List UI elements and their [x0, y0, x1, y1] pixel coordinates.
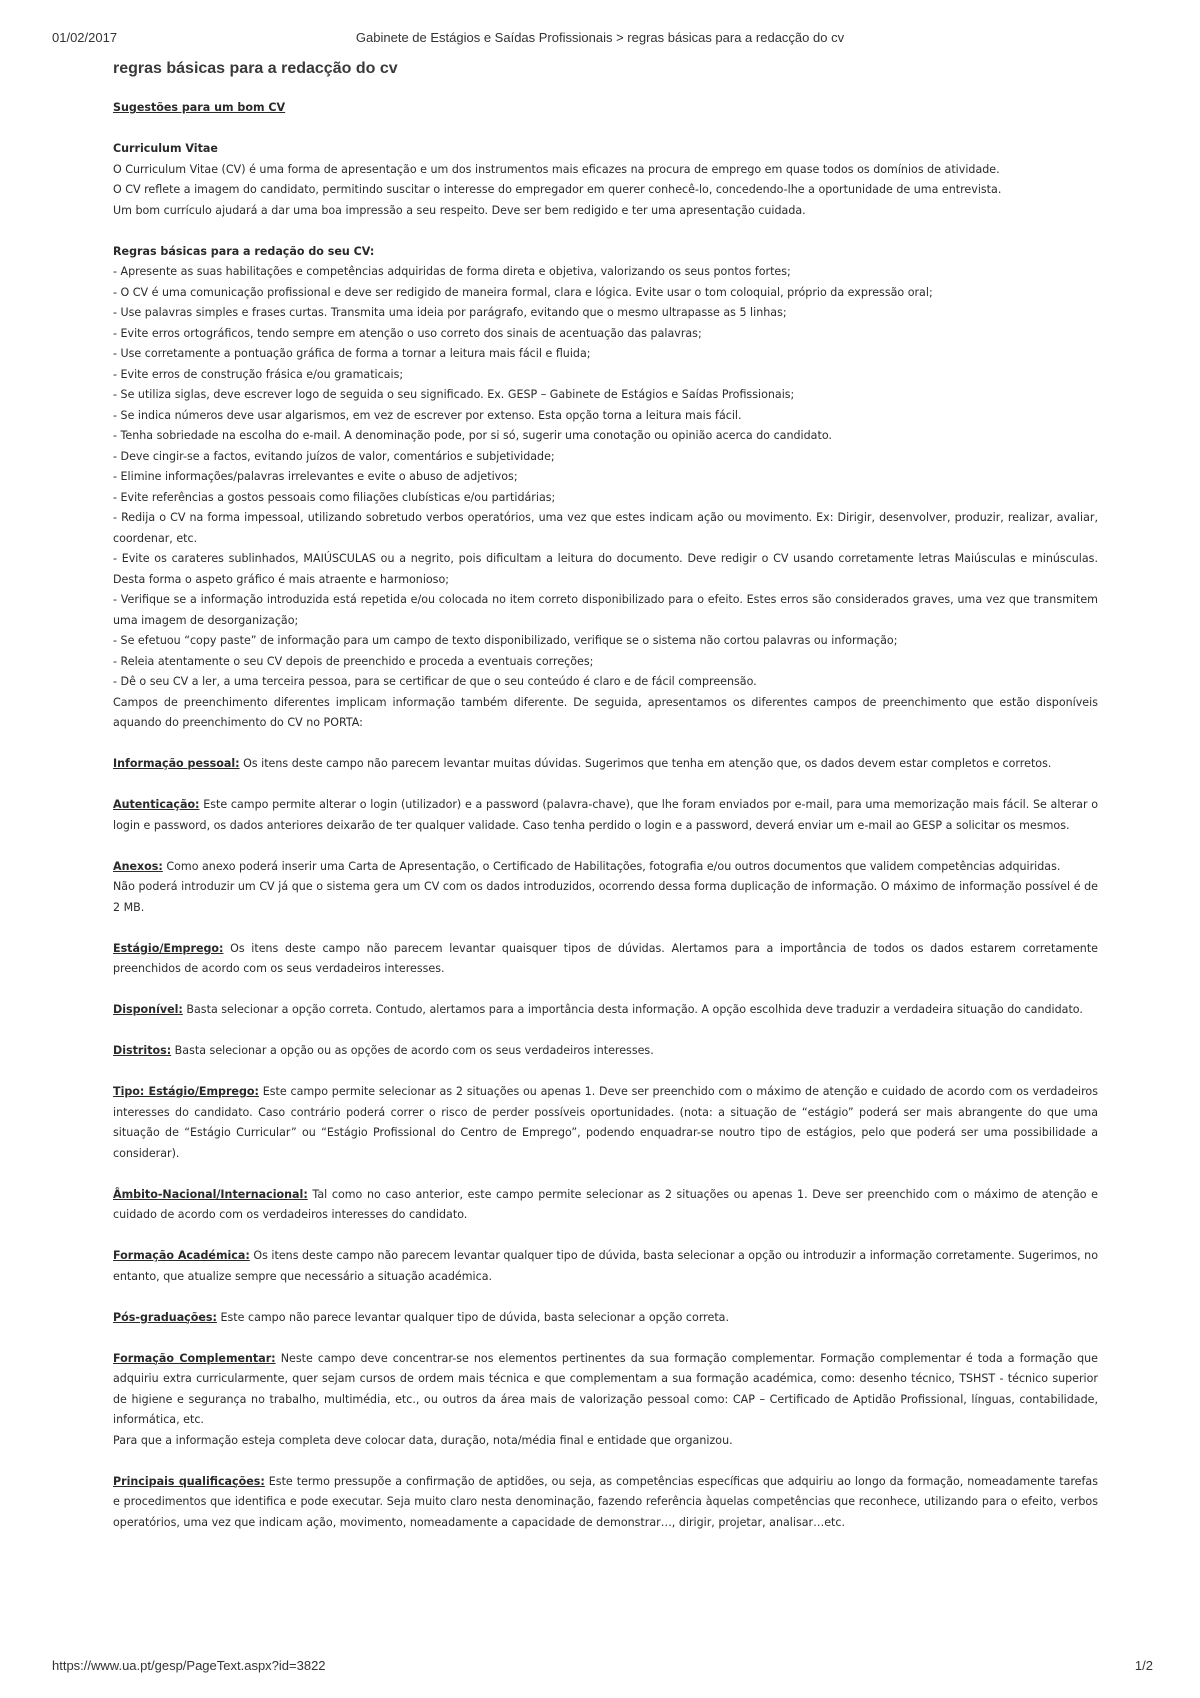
field-text: Basta selecionar a opção correta. Contudo, alertamos para a importância desta informação. A opção escolhida deve traduzir a verdadeira situação do candidato. — [182, 1003, 1083, 1016]
field-text: Como anexo poderá inserir uma Carta de Apresentação, o Certificado de Habilitações, fotografia e/ou outros documentos que validem competências adquiridas. — [162, 859, 1061, 873]
rule-item: - Se efetuou “copy paste” de informação para um campo de texto disponibilizado, verifique se o sistema não cortou palavras ou informação; — [113, 634, 898, 647]
field-label: Disponível: — [113, 1003, 183, 1016]
page-header-date: 01/02/2017 — [52, 30, 118, 45]
rule-item: - Se indica números deve usar algarismos, em vez de escrever por extenso. Esta opção torna a leitura mais fácil. — [113, 408, 742, 422]
field-label: Informação pessoal: — [113, 757, 240, 770]
cv-line: Um bom currículo ajudará a dar uma boa impressão a seu respeito. Deve ser bem redigido e ter uma apresentação cuidada. — [113, 203, 806, 217]
field-label: Âmbito-Nacional/Internacional: — [113, 1187, 308, 1201]
field-text: Este campo permite alterar o login (utilizador) e a password (palavra-chave), que lhe foram enviados por e-mail, para uma memorização mais fácil. Se alterar o login e password, os dados anteriores deixarão de ter qualquer validade. Caso tenha perdido o login e a password, deverá enviar um e-mail ao GESP a solicitar os mesmos. — [113, 798, 1098, 832]
field-label: Formação Académica: — [113, 1249, 250, 1262]
cv-heading: Curriculum Vitae — [113, 142, 218, 155]
field-paragraph — [113, 1349, 1098, 1452]
cv-line: O CV reflete a imagem do candidato, permitindo suscitar o interesse do empregador em querer conhecê-lo, concedendo-lhe a oportunidade de uma entrevista. — [113, 183, 1002, 196]
rules-section — [113, 242, 1098, 734]
field-paragraph — [113, 857, 1098, 919]
rule-item: - Evite referências a gostos pessoais como filiações clubísticas e/ou partidárias; — [113, 490, 556, 504]
footer-url: https://www.ua.pt/gesp/PageText.aspx?id=3822 — [52, 1658, 326, 1673]
rule-item: - Verifique se a informação introduzida está repetida e/ou colocada no item correto disponibilizado para o efeito. Estes erros são considerados graves, uma vez que transmitem uma imagem de desorganização; — [113, 593, 1098, 627]
cv-section — [113, 139, 1098, 221]
field-label: Anexos: — [113, 859, 163, 873]
page-title: regras básicas para a redacção do cv — [113, 60, 398, 77]
field-paragraph — [113, 1185, 1098, 1226]
field-label: Estágio/Emprego: — [113, 941, 224, 955]
rule-item: - Tenha sobriedade na escolha do e-mail. A denominação pode, por si só, sugerir uma conotação ou opinião acerca do candidato. — [113, 429, 832, 442]
rule-item: - Releia atentamente o seu CV depois de preenchido e proceda a eventuais correções; — [113, 654, 594, 668]
suggestions-section — [113, 98, 1098, 119]
rule-item: - Dê o seu CV a ler, a uma terceira pessoa, para se certificar de que o seu conteúdo é claro e de fácil compreensão. — [113, 675, 757, 688]
field-text: Os itens deste campo não parecem levantar qualquer tipo de dúvida, basta selecionar a opção ou introduzir a informação corretamente. Sugerimos, no entanto, que atualize sempre que necessário a situação académica. — [113, 1249, 1098, 1283]
page-header-title: Gabinete de Estágios e Saídas Profissionais > regras básicas para a redacção do cv — [355, 30, 845, 45]
field-paragraph — [113, 1082, 1098, 1164]
field-text: Neste campo deve concentrar-se nos elementos pertinentes da sua formação complementar. Formação complementar é toda a formação que adquiriu extra curricularmente, quer sejam cursos de ordem mais técnica e que complementam a sua formação académica, como: desenho técnico, TSHST - técnico superior de higiene e segurança no trabalho, multimédia, etc., ou outros da área mais de valorização pessoal como: CAP – Certificado de Aptidão Profissional, línguas, contabilidade, informática, etc. — [113, 1351, 1098, 1426]
field-label: Autenticação: — [113, 798, 200, 811]
field-paragraph — [113, 795, 1098, 836]
rules-heading: Regras básicas para a redação do seu CV: — [113, 244, 375, 258]
field-paragraph — [113, 939, 1098, 980]
field-text: Os itens deste campo não parecem levantar quaisquer tipos de dúvidas. Alertamos para a importância de todos os dados estarem corretamente preenchidos de acordo com os seus verdadeiros interesses. — [113, 941, 1098, 975]
rules-outro: Campos de preenchimento diferentes implicam informação também diferente. De seguida, apresentamos os diferentes campos de preenchimento que estão disponíveis aquando do preenchimento do CV no PORTA: — [113, 695, 1098, 729]
rule-item: - Se utiliza siglas, deve escrever logo de seguida o seu significado. Ex. GESP – Gabinete de Estágios e Saídas Profissionais; — [113, 388, 795, 401]
field-text: Este campo permite selecionar as 2 situações ou apenas 1. Deve ser preenchido com o máximo de atenção e cuidado de acordo com os verdadeiros interesses do candidato. Caso contrário poderá correr o risco de perder possíveis oportunidades. (nota: a situação de “estágio” poderá ser mais abrangente do que uma situação de “Estágio Curricular” ou “Estágio Profissional do Centro de Emprego”, podendo enquadrar-se noutro tipo de estágios, pelo que poderá ser uma possibilidade a considerar). — [113, 1085, 1098, 1160]
field-label: Pós-graduações: — [113, 1310, 217, 1324]
field-label: Formação Complementar: — [113, 1351, 276, 1365]
field-text: Este termo pressupõe a confirmação de aptidões, ou seja, as competências específicas que adquiriu ao longo da formação, nomeadamente tarefas e procedimentos que identifica e pode executar. Seja muito claro nesta denominação, fazendo referência àquelas competências que reconhece, utilizando para o efeito, verbos operatórios, uma vez que indicam ação, movimento, nomeadamente a capacidade de demonstrar…, dirigir, projetar, analisar…etc. — [113, 1474, 1098, 1529]
field-paragraph — [113, 1000, 1098, 1021]
rule-item: - Redija o CV na forma impessoal, utilizando sobretudo verbos operatórios, uma vez que estes indicam ação ou movimento. Ex: Dirigir, desenvolver, produzir, realizar, avaliar, coordenar, etc. — [113, 511, 1098, 545]
field-label: Tipo: Estágio/Emprego: — [113, 1085, 259, 1098]
document-body — [113, 98, 1098, 1554]
rule-item: - Evite erros de construção frásica e/ou gramaticais; — [113, 367, 404, 381]
field-text: Basta selecionar a opção ou as opções de acordo com os seus verdadeiros interesses. — [171, 1044, 654, 1057]
field-paragraph — [113, 1308, 1098, 1329]
footer-page-number: 1/2 — [1134, 1658, 1153, 1673]
rule-item: - Use palavras simples e frases curtas. Transmita uma ideia por parágrafo, evitando que o mesmo ultrapasse as 5 linhas; — [113, 306, 787, 319]
field-extra: Para que a informação esteja completa deve colocar data, duração, nota/média final e entidade que organizou. — [113, 1433, 733, 1447]
rule-item: - Evite os carateres sublinhados, MAIÚSCULAS ou a negrito, pois dificultam a leitura do documento. Deve redigir o CV usando corretamente letras Maiúsculas e minúsculas. Desta forma o aspeto gráfico é mais atraente e harmonioso; — [113, 552, 1098, 586]
fields-list — [113, 754, 1098, 1533]
rule-item: - Evite erros ortográficos, tendo sempre em atenção o uso correto dos sinais de acentuação das palavras; — [113, 326, 702, 340]
rule-item: - Deve cingir-se a factos, evitando juízos de valor, comentários e subjetividade; — [113, 449, 555, 463]
cv-line: O Curriculum Vitae (CV) é uma forma de apresentação e um dos instrumentos mais eficazes na procura de emprego em quase todos os domínios de atividade. — [113, 162, 1000, 176]
rule-item: - Elimine informações/palavras irrelevantes e evite o abuso de adjetivos; — [113, 470, 518, 483]
field-paragraph — [113, 1246, 1098, 1287]
field-label: Principais qualificações: — [113, 1474, 265, 1488]
field-extra: Não poderá introduzir um CV já que o sistema gera um CV com os dados introduzidos, ocorrendo dessa forma duplicação de informação. O máximo de informação possível é de 2 MB. — [113, 880, 1098, 914]
rule-item: - Apresente as suas habilitações e competências adquiridas de forma direta e objetiva, valorizando os seus pontos fortes; — [113, 265, 791, 278]
field-text: Este campo não parece levantar qualquer tipo de dúvida, basta selecionar a opção correta. — [216, 1310, 730, 1324]
field-paragraph — [113, 1472, 1098, 1534]
field-label: Distritos: — [113, 1044, 172, 1057]
rule-item: - Use corretamente a pontuação gráfica de forma a tornar a leitura mais fácil e fluida; — [113, 347, 591, 360]
rule-item: - O CV é uma comunicação profissional e deve ser redigido de maneira formal, clara e lógica. Evite usar o tom coloquial, próprio da expressão oral; — [113, 285, 933, 299]
field-paragraph — [113, 754, 1098, 775]
field-text: Os itens deste campo não parecem levantar muitas dúvidas. Sugerimos que tenha em atenção que, os dados devem estar completos e corretos. — [239, 757, 1052, 770]
suggestions-heading: Sugestões para um bom CV — [113, 101, 286, 114]
rules-list — [113, 262, 1098, 693]
field-paragraph — [113, 1041, 1098, 1062]
field-text: Tal como no caso anterior, este campo permite selecionar as 2 situações ou apenas 1. Deve ser preenchido com o máximo de atenção e cuidado de acordo com os verdadeiros interesses do candidato. — [113, 1187, 1098, 1221]
